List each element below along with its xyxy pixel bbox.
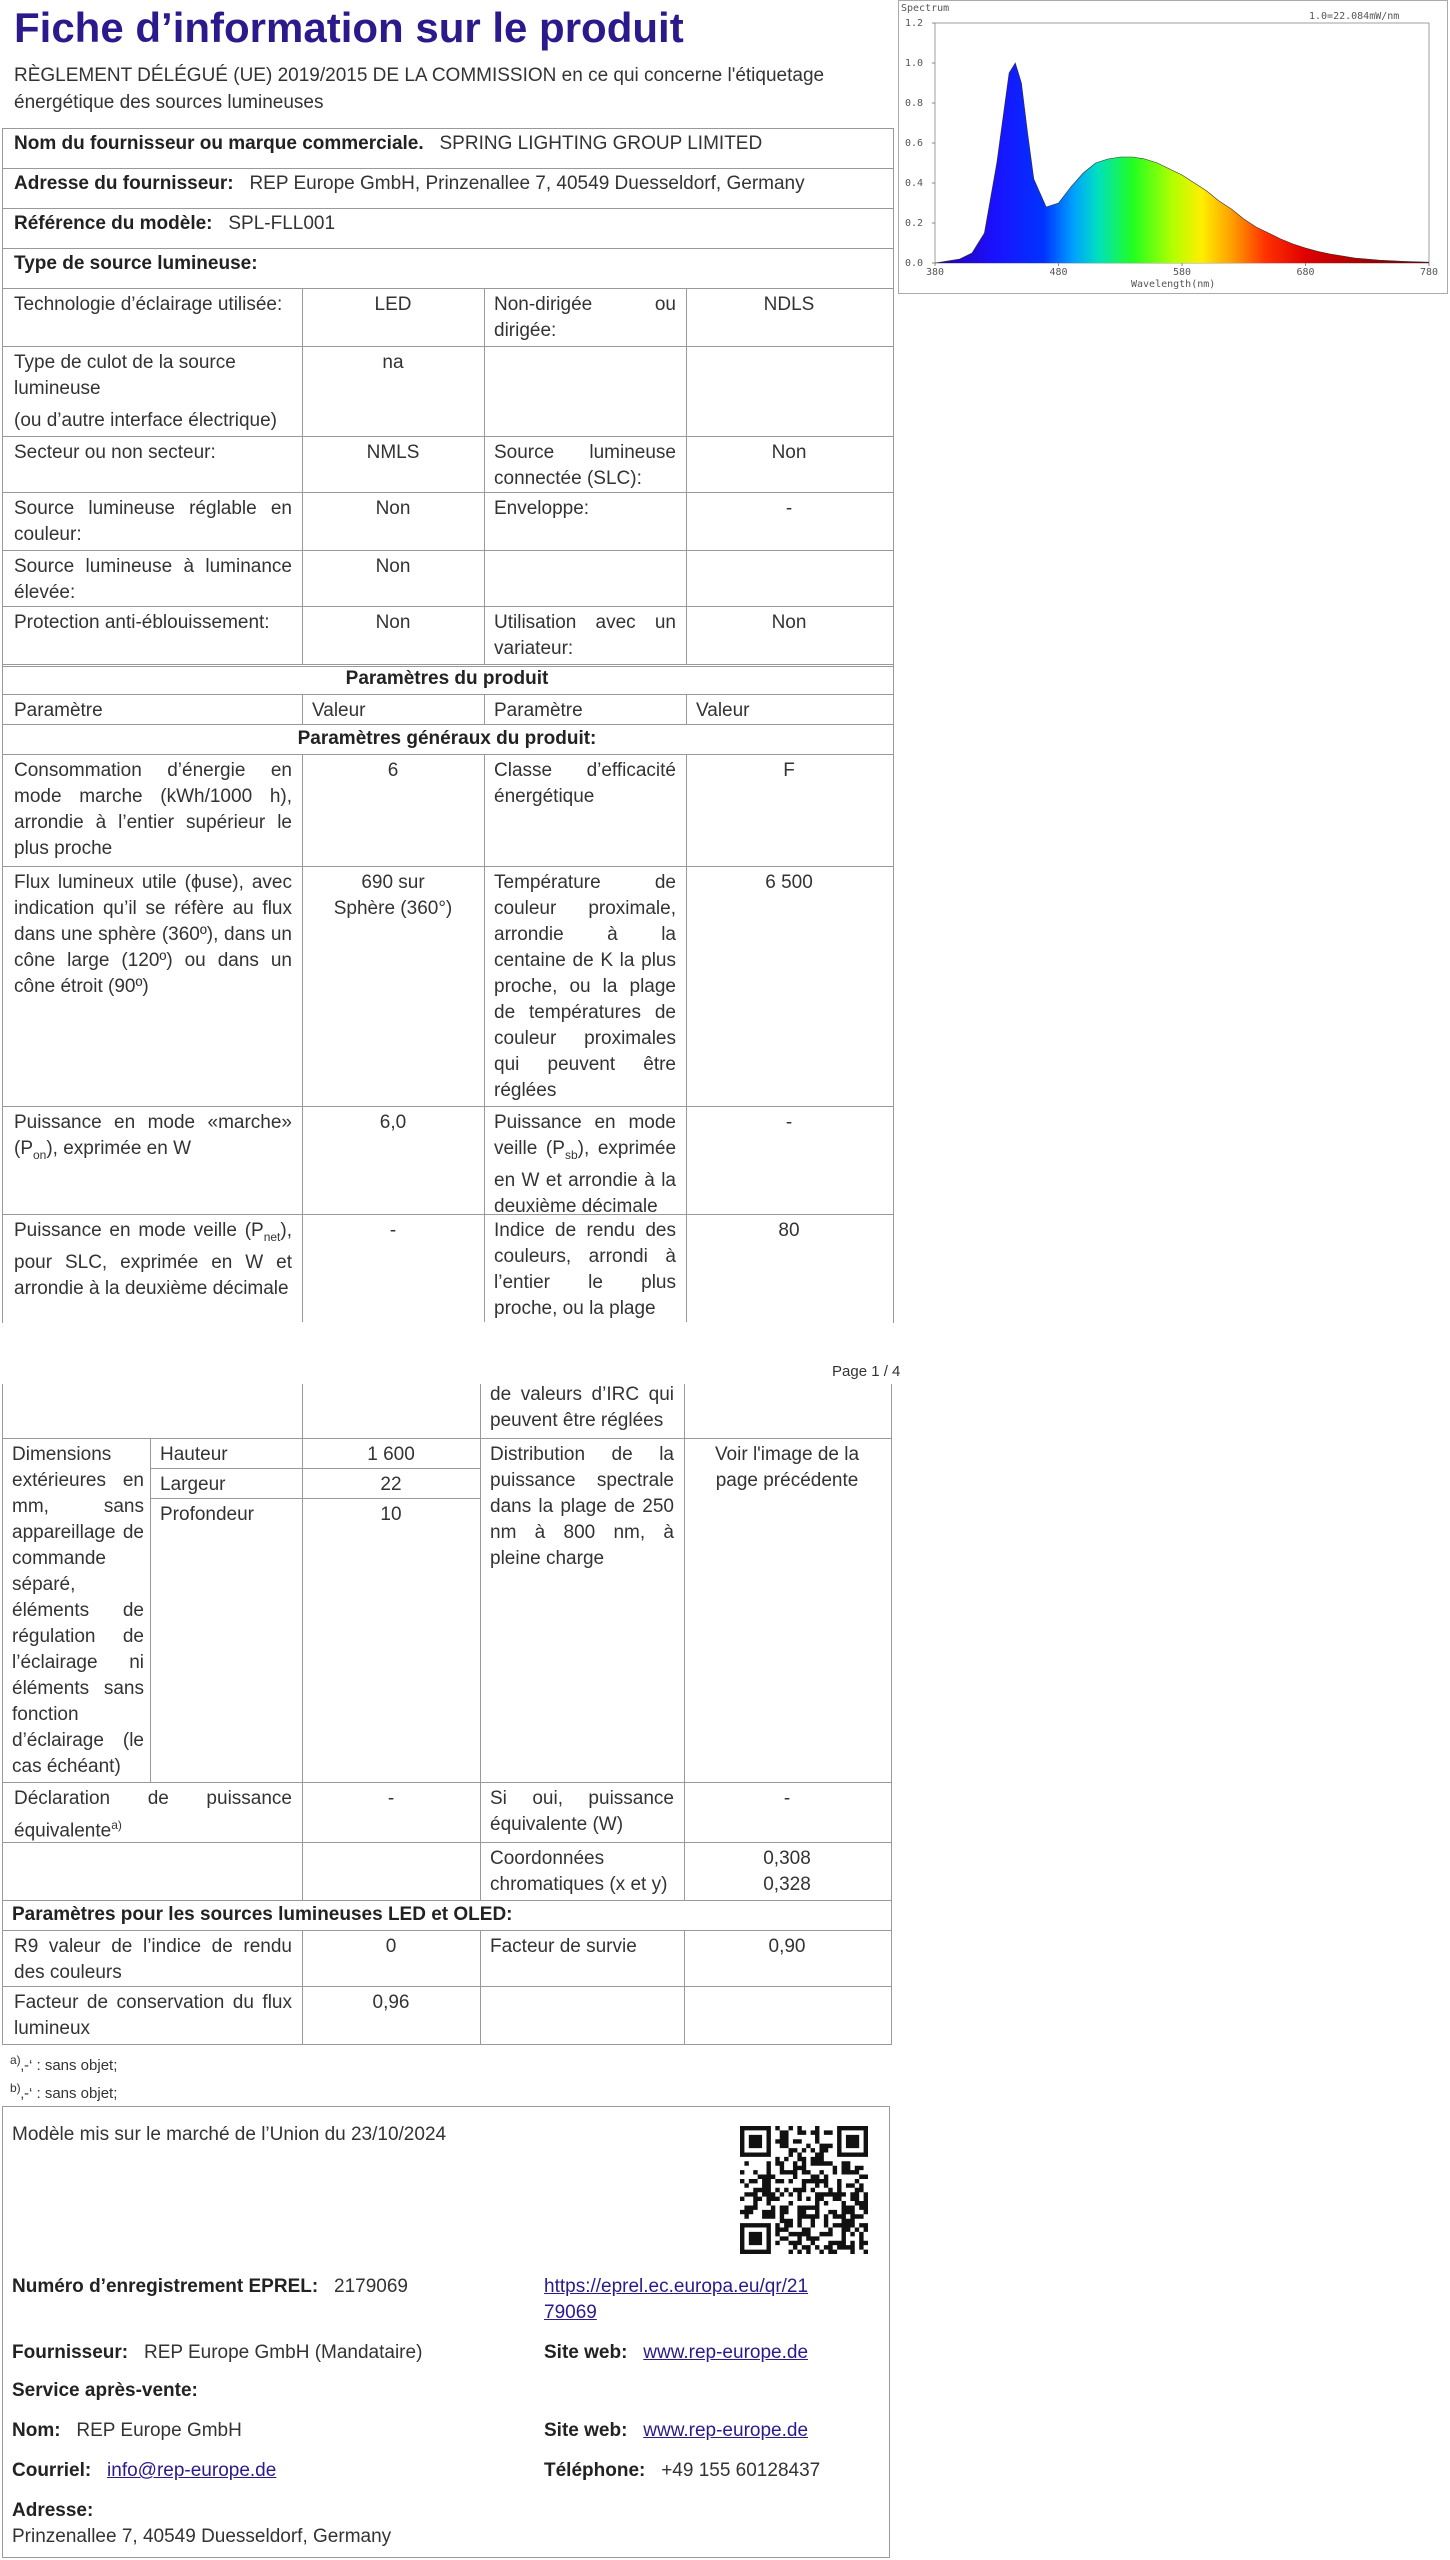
tech-label: Technologie d’éclairage utilisée: <box>14 294 283 315</box>
flux-label: Flux lumineux utile (ϕuse), avec indication qu’il se réfère au flux dans une sphère (360º), dans un cône large (120º) ou dans un cône étroit (90º) <box>14 872 292 997</box>
regulation-text: RÈGLEMENT DÉLÉGUÉ (UE) 2019/2015 DE LA COMMISSION en ce qui concerne l'étiquetage énergétique des sources lumineuses <box>14 65 825 113</box>
spd-label: Distribution de la puissance spectrale dans la plage de 250 nm à 800 nm, à pleine charge <box>490 1444 674 1569</box>
supplier-address-value: REP Europe GmbH, Prinzenallee 7, 40549 Duesseldorf, Germany <box>249 173 805 194</box>
phone-value: +49 155 60128437 <box>661 2460 821 2481</box>
pnet-label: Puissance en mode veille $(P_{net})$, pour SLC, exprimée en W et arrondie à la deuxième décimale <box>14 1220 292 1299</box>
cct-label: Température de couleur proximale, arrondie à la centaine de K la plus proche, ou la plage de températures de couleur proximales qui peuvent être réglées <box>494 872 676 1101</box>
led-section-title: Paramètres pour les sources lumineuses LED et OLED: <box>12 1904 513 1925</box>
directional-value: NDLS <box>763 294 815 315</box>
service-name-value: REP Europe GmbH <box>76 2420 242 2441</box>
colour-label: Source lumineuse réglable en couleur: <box>14 498 292 545</box>
service-website-link[interactable]: www.rep-europe.de <box>643 2420 809 2441</box>
survival-value: 0,90 <box>768 1936 806 1957</box>
high-luminance-label: Source lumineuse à luminance élevée: <box>14 556 292 603</box>
r9-label: R9 valeur de l’indice de rendu des couleurs <box>14 1936 292 1983</box>
supplier-address-label: Adresse du fournisseur: <box>14 173 234 194</box>
x-tick-label: 480 <box>1049 267 1068 278</box>
general-params-title: Paramètres généraux du produit: <box>297 728 597 749</box>
equiv-label: Déclaration de puissance équivalente$^{a)}$ <box>14 1788 292 1842</box>
y-tick-label: 0.0 <box>905 258 924 269</box>
eprel-reg-value: 2179069 <box>334 2276 408 2297</box>
envelope-label: Enveloppe: <box>494 498 590 519</box>
market-date-text: Modèle mis sur le marché de l’Union du 23/10/2024 <box>12 2124 447 2145</box>
mains-value: NMLS <box>366 442 420 463</box>
footnote-b: $^{b)}$‚-‘ : sans objet; <box>10 2081 118 2102</box>
psb-label: Puissance en mode veille $(P_{sb})$, exprimée en W et arrondie à la deuxième décimale <box>494 1112 677 1217</box>
dimmer-label: Utilisation avec un variateur: <box>494 612 676 659</box>
energy-value: 6 <box>387 760 399 781</box>
params-section-title: Paramètres du produit <box>345 668 549 689</box>
eprel-reg-row <box>12 2274 408 2300</box>
chart-title: Spectrum <box>901 3 950 14</box>
efficiency-class-value: F <box>783 760 795 781</box>
cri-value: 80 <box>778 1220 800 1241</box>
spectrum-chart-svg <box>899 1 1447 293</box>
lumen-maint-label: Facteur de conservation du flux lumineux <box>14 1992 292 2039</box>
x-tick-label: 380 <box>926 267 945 278</box>
mains-label: Secteur ou non secteur: <box>14 442 216 463</box>
col-param-1: Paramètre <box>14 700 103 721</box>
envelope-value: - <box>785 498 793 519</box>
equiv-if-label: Si oui, puissance équivalente (W) <box>490 1788 674 1835</box>
slc-value: Non <box>771 442 807 463</box>
address-value: Prinzenallee 7, 40549 Duesseldorf, Germany <box>12 2526 392 2547</box>
source-type-heading: Type de source lumineuse: <box>14 253 258 274</box>
directional-label: Non-dirigée ou dirigée: <box>494 294 676 341</box>
email-row: Courriel: info@rep-europe.de <box>12 2460 277 2481</box>
col-value-1: Valeur <box>312 700 366 721</box>
page-title: Fiche d’information sur le produit <box>14 4 684 51</box>
col-value-2: Valeur <box>696 700 750 721</box>
cap-value: na <box>382 352 404 373</box>
model-label: Référence du modèle: <box>14 213 213 234</box>
model-value: SPL-FLL001 <box>228 213 336 234</box>
col-param-2: Paramètre <box>494 700 583 721</box>
glare-value: Non <box>375 612 411 633</box>
y-tick-label: 0.6 <box>905 138 924 149</box>
chroma-value: 0,308 0,328 <box>763 1848 811 1895</box>
colour-value: Non <box>375 498 411 519</box>
width-label: Largeur <box>160 1474 226 1495</box>
supplier-value: REP Europe GmbH (Mandataire) <box>143 2342 423 2363</box>
supplier-name-label: Nom du fournisseur ou marque commerciale. <box>14 133 424 154</box>
chart-xlabel: Wavelength(nm) <box>1131 279 1216 290</box>
eprel-reg-label: Numéro d’enregistrement EPREL: <box>12 2276 319 2297</box>
after-sales-heading: Service après-vente: <box>12 2380 198 2401</box>
x-tick-label: 580 <box>1173 267 1192 278</box>
spectrum-area <box>935 63 1429 263</box>
energy-label: Consommation d’énergie en mode marche (kWh/1000 h), arrondie à l’entier supérieur le plus proche <box>14 760 292 859</box>
service-website-row: Site web: www.rep-europe.de <box>544 2420 809 2441</box>
width-value: 22 <box>380 1474 402 1495</box>
page-number: Page 1 / 4 <box>832 1363 901 1380</box>
equiv-if-value: - <box>783 1788 791 1809</box>
height-label: Hauteur <box>160 1444 228 1465</box>
height-value: 1 600 <box>367 1444 415 1465</box>
pon-value: 6,0 <box>379 1112 407 1133</box>
email-link[interactable]: info@rep-europe.de <box>107 2460 277 2481</box>
flux-value: 690 sur Sphère (360°) <box>333 872 453 919</box>
pon-label: Puissance en mode «marche» $(P_{on})$, exprimée en W <box>14 1112 292 1162</box>
lumen-maint-value: 0,96 <box>372 1992 410 2013</box>
slc-label: Source lumineuse connectée (SLC): <box>494 442 676 489</box>
y-tick-label: 0.4 <box>905 178 924 189</box>
y-tick-label: 0.8 <box>905 98 924 109</box>
depth-value: 10 <box>380 1504 402 1525</box>
service-name-row: Nom: REP Europe GmbH <box>12 2420 242 2441</box>
footnote-a: $^{a)}$‚-‘ : sans objet; <box>10 2053 118 2074</box>
dimmer-value: Non <box>771 612 807 633</box>
website-row: Site web: www.rep-europe.de <box>544 2342 809 2363</box>
chart-annotation: 1.0=22.084mW/nm <box>1309 11 1400 22</box>
cri-label: Indice de rendu des couleurs, arrondi à l’entier le plus proche, ou la plage <box>494 1220 676 1319</box>
x-tick-label: 680 <box>1296 267 1315 278</box>
efficiency-class-label: Classe d’efficacité énergétique <box>494 760 676 807</box>
y-tick-label: 0.2 <box>905 218 924 229</box>
qr-code[interactable] <box>740 2126 868 2254</box>
phone-row: Téléphone: +49 155 60128437 <box>544 2460 821 2481</box>
cct-value: 6 500 <box>765 872 813 893</box>
supplier-address-row <box>14 171 805 197</box>
depth-label: Profondeur <box>160 1504 255 1525</box>
qr-code-svg <box>740 2126 868 2254</box>
spectrum-chart <box>898 0 1448 294</box>
survival-label: Facteur de survie <box>490 1936 637 1957</box>
supplier-name-value: SPRING LIGHTING GROUP LIMITED <box>439 133 763 154</box>
r9-value: 0 <box>385 1936 397 1957</box>
supplier-row: Fournisseur: REP Europe GmbH (Mandataire) <box>12 2342 423 2363</box>
chroma-label: Coordonnées chromatiques (x et y) <box>490 1848 668 1895</box>
supplier-name-row <box>14 131 762 157</box>
high-luminance-value: Non <box>375 556 411 577</box>
website-link[interactable]: www.rep-europe.de <box>643 2342 809 2363</box>
dimensions-label: Dimensions extérieures en mm, sans appareillage de commande séparé, éléments de régulation de l’éclairage ni éléments sans fonction d’éclairage (le cas échéant) <box>12 1444 144 1777</box>
cri-label-continued: de valeurs d’IRC qui peuvent être réglées <box>490 1384 674 1431</box>
pnet-value: - <box>389 1220 397 1241</box>
psb-value: - <box>785 1112 793 1133</box>
y-tick-label: 1.2 <box>905 18 924 29</box>
y-tick-label: 1.0 <box>905 58 924 69</box>
address-label: Adresse: <box>12 2500 94 2521</box>
spd-value: Voir l'image de la page précédente <box>714 1444 860 1491</box>
eprel-link[interactable]: https://eprel.ec.europa.eu/qr/21 79069 <box>544 2276 809 2323</box>
tech-value: LED <box>374 294 412 315</box>
cap-label: Type de culot de la source lumineuse (ou d’autre interface électrique) <box>14 352 277 431</box>
model-row <box>14 211 335 237</box>
equiv-value: - <box>387 1788 395 1809</box>
qr-modules <box>740 2126 868 2254</box>
x-tick-label: 780 <box>1420 267 1439 278</box>
glare-label: Protection anti-éblouissement: <box>14 612 270 633</box>
